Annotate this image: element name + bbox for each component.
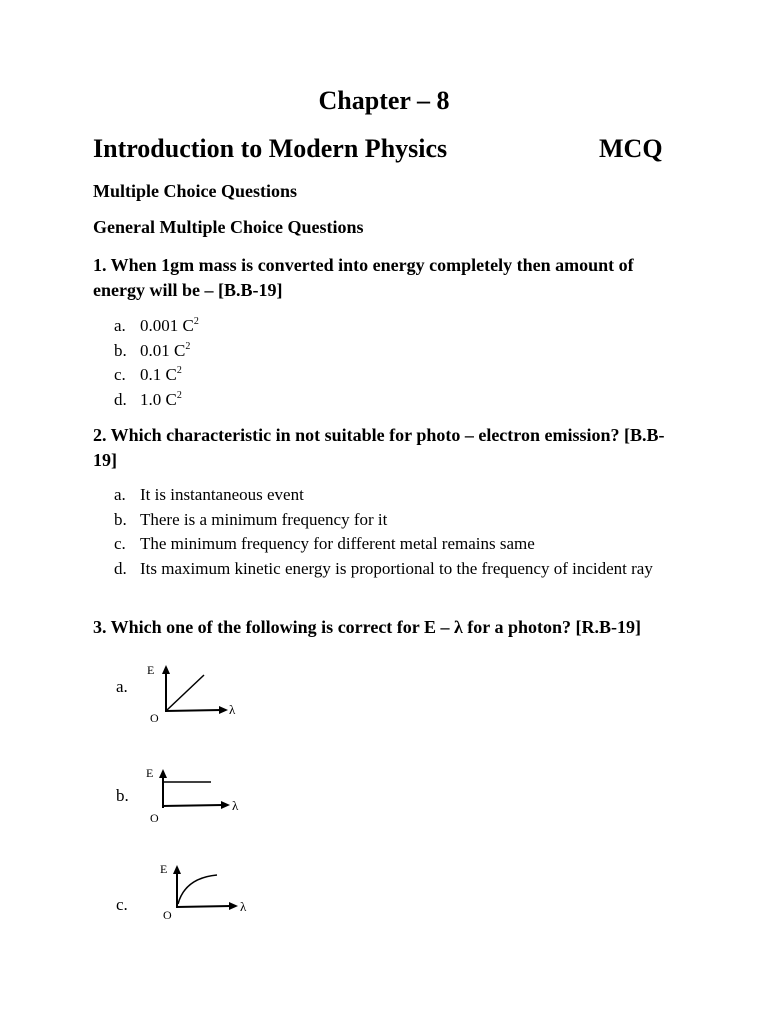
title-tag: MCQ <box>599 134 663 163</box>
option-d <box>114 388 674 413</box>
option-c <box>114 532 674 557</box>
graph-origin-label: O <box>163 908 172 922</box>
option-text: 1.0 C <box>140 389 177 409</box>
option-letter: d. <box>114 558 127 578</box>
option-letter: a. <box>114 316 126 335</box>
option-letter: b. <box>114 340 127 360</box>
option-a-letter: a. <box>116 677 128 696</box>
y-axis-arrow <box>159 769 167 778</box>
graph-b-svg <box>144 762 249 830</box>
option-text: The minimum frequency for different metal remains same <box>140 534 535 553</box>
chapter-title: Introduction to Modern Physics <box>93 134 448 163</box>
x-axis <box>162 805 223 806</box>
option-a <box>114 314 674 339</box>
option-a <box>114 483 674 508</box>
option-superscript: 2 <box>176 389 182 401</box>
graph-origin-label: O <box>150 711 159 725</box>
y-axis-arrow <box>173 865 181 874</box>
subsection-heading: General Multiple Choice Questions <box>93 217 364 237</box>
option-b <box>114 508 674 533</box>
graph-c-svg <box>155 856 260 926</box>
graph-option-a <box>145 660 250 733</box>
x-axis <box>176 906 231 907</box>
option-text: 0.1 C <box>140 365 177 384</box>
x-axis-arrow <box>219 706 228 714</box>
graph-x-label: λ <box>229 702 236 717</box>
option-d <box>114 557 674 582</box>
graph-curve <box>167 675 204 710</box>
option-letter: c. <box>114 365 126 384</box>
option-superscript: 2 <box>185 340 191 352</box>
graph-y-label: E <box>147 663 155 677</box>
chapter-heading: Chapter – 8 <box>318 86 450 115</box>
question-2-options <box>114 483 674 581</box>
graph-option-b <box>144 762 249 835</box>
option-text: Its maximum kinetic energy is proportional to the frequency of incident ray <box>140 558 653 578</box>
graph-x-label: λ <box>232 798 239 813</box>
option-letter: b. <box>114 509 127 529</box>
graph-option-c <box>155 856 260 931</box>
question-1: 1. When 1gm mass is converted into energy completely then amount of energy will be – [B.B-19] <box>93 255 634 300</box>
option-superscript: 2 <box>193 316 199 327</box>
question-1-options <box>114 314 674 412</box>
title-row <box>93 134 673 168</box>
graph-x-label: λ <box>240 899 247 914</box>
option-letter: a. <box>114 485 126 504</box>
option-c <box>114 363 674 388</box>
graph-curve <box>178 875 217 904</box>
question-3: 3. Which one of the following is correct for E – λ for a photon? [R.B-19] <box>93 617 641 637</box>
option-superscript: 2 <box>176 365 182 376</box>
option-letter: c. <box>114 534 126 553</box>
x-axis-arrow <box>229 902 238 910</box>
section-heading: Multiple Choice Questions <box>93 181 298 201</box>
graph-a-svg <box>145 660 250 728</box>
option-letter: d. <box>114 389 127 409</box>
option-text: 0.001 C <box>140 316 194 335</box>
option-c-letter: c. <box>116 895 128 914</box>
graph-origin-label: O <box>150 811 159 825</box>
question-2: 2. Which characteristic in not suitable for photo – electron emission? [B.B-19] <box>93 425 665 470</box>
y-axis-arrow <box>162 665 170 674</box>
x-axis-arrow <box>221 801 230 809</box>
option-text: There is a minimum frequency for it <box>140 509 388 529</box>
option-b-letter: b. <box>116 786 129 805</box>
option-text: 0.01 C <box>140 340 186 360</box>
option-b <box>114 339 674 364</box>
graph-y-label: E <box>146 766 154 780</box>
graph-y-label: E <box>160 862 168 876</box>
option-text: It is instantaneous event <box>140 485 304 504</box>
x-axis <box>165 710 221 711</box>
